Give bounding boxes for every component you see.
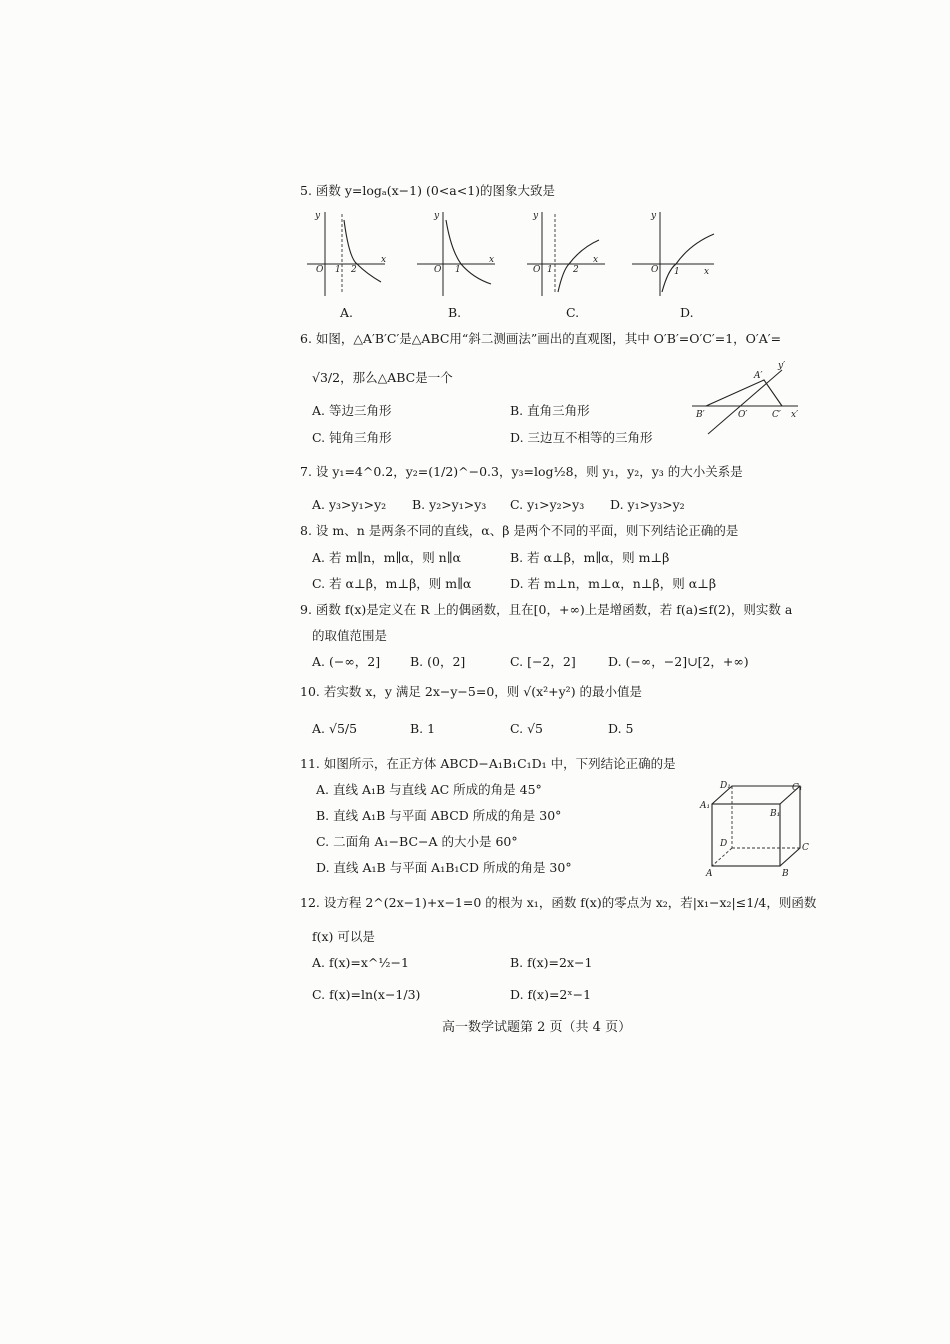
figure-label: x′ [791,410,799,420]
figure-label: C₁ [792,783,803,793]
q10-stem: 10. 若实数 x，y 满足 2x−y−5=0，则 √(x²+y²) 的最小值是 [300,684,643,699]
graph-label: 1 [674,267,680,277]
figure-label: B′ [696,410,705,420]
q5-caption-a: A. [340,305,354,320]
q6-option-d: D. 三边互不相等的三角形 [510,430,653,445]
q5-stem: 5. 函数 y=logₐ(x−1) (0<a<1)的图象大致是 [300,183,556,198]
q6-stem-line1: 6. 如图，△A′B′C′是△ABC用“斜二测画法”画出的直观图，其中 O′B′=O′C′=1，O′A′= [300,331,782,346]
q12-option-c: C. f(x)=ln(x−1/3) [312,987,421,1002]
graph-label: 1 [335,265,341,275]
figure-label: C [802,843,809,853]
q6-stem-line2: √3/2，那么△ABC是一个 [312,370,453,385]
graph-label: x [381,255,387,265]
q9-option-b: B. (0，2] [410,654,466,669]
q7-option-a: A. y₃>y₁>y₂ [312,497,387,512]
figure-label: D₁ [720,781,731,791]
q9-option-d: D. (−∞，−2]∪[2，+∞) [608,654,749,669]
q12-option-b: B. f(x)=2x−1 [510,955,593,970]
figure-label: O′ [738,410,748,420]
graph-label: x [704,267,710,277]
q7-stem: 7. 设 y₁=4^0.2，y₂=(1/2)^−0.3，y₃=log½8，则 y₁，y₂，y₃ 的大小关系是 [300,464,743,479]
figure-label: A [706,869,713,879]
figure-label: C′ [772,410,781,420]
q5-graph-d [630,208,720,298]
graph-label: y [651,211,657,221]
graph-label: O [533,265,541,275]
graph-label: y [533,211,539,221]
q6-oblique-figure [690,358,805,438]
q10-option-a: A. √5/5 [312,721,358,736]
q5-caption-c: C. [566,305,580,320]
page-footer: 高一数学试题第 2 页（共 4 页） [442,1020,632,1035]
q7-option-d: D. y₁>y₃>y₂ [610,497,685,512]
q11-cube-figure [700,780,809,879]
q11-option-a: A. 直线 A₁B 与直线 AC 所成的角是 45° [316,782,542,797]
q5-graph-a [305,208,390,298]
graph-label: 1 [547,265,553,275]
q12-option-d: D. f(x)=2ˣ−1 [510,987,592,1002]
q12-stem-line1: 12. 设方程 2^(2x−1)+x−1=0 的根为 x₁，函数 f(x)的零点为 x₂，若|x₁−x₂|≤1/4，则函数 [300,895,817,910]
q5-caption-b: B. [448,305,462,320]
graph-label: 1 [455,265,461,275]
q7-option-c: C. y₁>y₂>y₃ [510,497,585,512]
q8-option-c: C. 若 α⊥β，m⊥β，则 m∥α [312,576,472,591]
q5-graph-b [415,208,500,298]
graph-label: O [316,265,324,275]
q8-option-d: D. 若 m⊥n，m⊥α，n⊥β，则 α⊥β [510,576,717,591]
q9-stem-line2: 的取值范围是 [312,628,388,643]
figure-label: A′ [754,371,763,381]
q12-stem-line2: f(x) 可以是 [312,929,375,944]
q8-option-b: B. 若 α⊥β，m∥α，则 m⊥β [510,550,670,565]
graph-label: 2 [573,265,579,275]
graph-label: x [489,255,495,265]
figure-label: D [720,839,728,849]
q5-caption-d: D. [680,305,694,320]
q8-option-a: A. 若 m∥n，m∥α，则 n∥α [312,550,461,565]
figure-label: A₁ [700,801,711,811]
q6-option-c: C. 钝角三角形 [312,430,392,445]
graph-label: y [434,211,440,221]
q5-graph-c [525,208,610,298]
q11-option-c: C. 二面角 A₁−BC−A 的大小是 60° [316,834,518,849]
q9-option-c: C. [−2，2] [510,654,576,669]
figure-label: B₁ [770,809,781,819]
q6-option-a: A. 等边三角形 [312,403,392,418]
q12-option-a: A. f(x)=x^½−1 [312,955,409,970]
graph-label: y [315,211,321,221]
q9-option-a: A. (−∞，2] [312,654,381,669]
q11-option-b: B. 直线 A₁B 与平面 ABCD 所成的角是 30° [316,808,562,823]
q8-stem: 8. 设 m、n 是两条不同的直线，α、β 是两个不同的平面，则下列结论正确的是 [300,523,739,538]
q10-option-c: C. √5 [510,721,543,736]
graph-label: O [434,265,442,275]
q10-option-d: D. 5 [608,721,634,736]
q9-stem-line1: 9. 函数 f(x)是定义在 R 上的偶函数，且在[0，+∞)上是增函数，若 f(a)≤f(2)，则实数 a [300,602,793,617]
q11-option-d: D. 直线 A₁B 与平面 A₁B₁CD 所成的角是 30° [316,860,572,875]
graph-label: 2 [351,265,357,275]
figure-label: B [782,869,789,879]
q7-option-b: B. y₂>y₁>y₃ [412,497,487,512]
graph-label: O [651,265,659,275]
q11-stem: 11. 如图所示，在正方体 ABCD−A₁B₁C₁D₁ 中，下列结论正确的是 [300,756,676,771]
graph-label: x [593,255,599,265]
figure-label: y′ [778,361,786,371]
q10-option-b: B. 1 [410,721,436,736]
q6-option-b: B. 直角三角形 [510,403,590,418]
